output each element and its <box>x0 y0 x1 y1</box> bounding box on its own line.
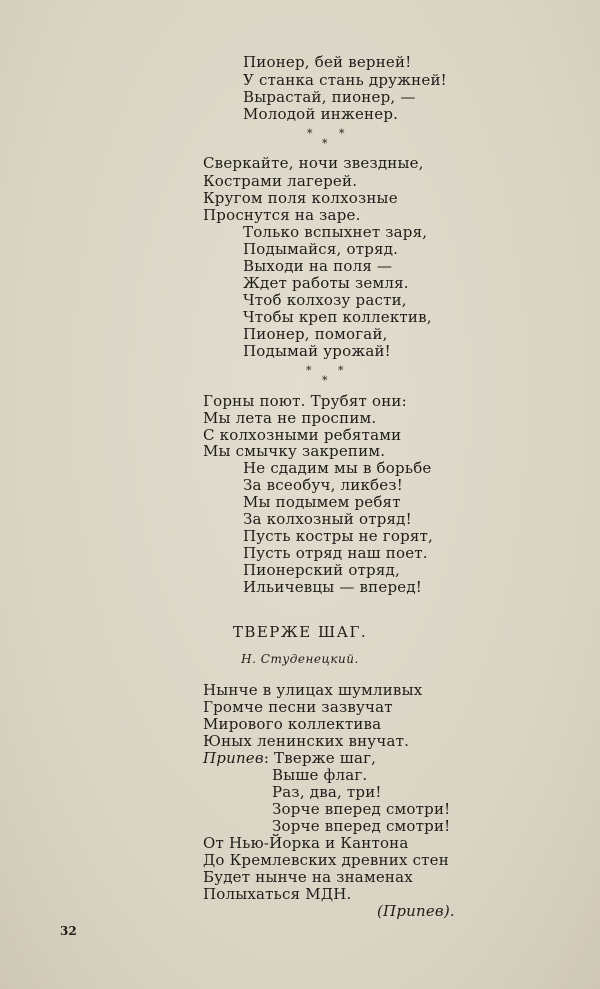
verse-line: Молодой инженер. <box>243 105 399 123</box>
refrain-line: Зорче вперед смотри! <box>272 817 451 835</box>
verse-line: Чтобы креп коллектив, <box>243 308 432 326</box>
verse-line: Только вспыхнет заря, <box>243 223 428 241</box>
verse-line: Пионерский отряд, <box>243 561 400 579</box>
verse-line: Пионер, бей верней! <box>243 53 412 71</box>
verse-line: Подымайся, отряд. <box>243 240 399 258</box>
verse-line: Мы смычку закрепим. <box>203 442 386 460</box>
verse-line: От Нью-Йорка и Кантона <box>203 834 409 852</box>
verse-line: Юных ленинских внучат. <box>203 732 410 750</box>
verse-line: Будет нынче на знаменах <box>203 868 413 886</box>
verse-line: У станка стань дружней! <box>243 71 447 89</box>
verse-line: Сверкайте, ночи звездные, <box>203 154 424 172</box>
verse-line: Проснутся на заре. <box>203 206 361 224</box>
verse-line: Ждет работы земля. <box>243 274 409 292</box>
poem-title: ТВЕРЖЕ ШАГ. <box>232 623 368 641</box>
refrain-line: Раз, два, три! <box>272 783 382 801</box>
verse-line: С колхозными ребятами <box>203 426 402 444</box>
verse-line: Горны поют. Трубят они: <box>203 392 407 410</box>
verse-line: Выходи на поля — <box>243 257 393 275</box>
verse-line: Пусть отряд наш поет. <box>243 544 428 562</box>
verse-line: Не сдадим мы в борьбе <box>243 459 432 477</box>
poem-author: Н. Студенецкий. <box>241 652 359 666</box>
verse-line: Громче песни зазвучат <box>203 698 393 716</box>
refrain-label: Припев <box>203 749 264 767</box>
refrain-first-line <box>203 750 376 767</box>
verse-line: Кострами лагерей. <box>203 172 358 190</box>
refrain-reference: (Припев). <box>377 902 455 920</box>
verse-line: Нынче в улицах шумливых <box>203 681 423 699</box>
book-page: Пионер, бей верней! У станка стань дружней! Вырастай, пионер, — Молодой инженер. * * * Сверкайте, ночи звездные, Кострами лагерей. Кругом поля колхозные Проснутся на заре. Только вспыхнет заря, Подымайся, отряд. Выходи на поля — Ждет работы земля. Чтоб колхозу расти, Чтобы креп коллектив, Пионер, помогай, Подымай урожай! * * * Горны поют. Трубят они: Мы лета не проспим. С колхозными ребятами Мы смычку закрепим. Не сдадим мы в борьбе За всеобуч, ликбез! Мы подымем ребят За колхозный отряд! Пусть костры не горят, Пусть отряд наш поет. Пионерский отряд, Ильичевцы — вперед! ТВЕРЖЕ ШАГ. Н. Студенецкий. Нынче в улицах шумливых Громче песни зазвучат Мирового коллектива Юных ленинских внучат. Припев: Тверже шаг, Выше флаг. Раз, два, три! Зорче вперед смотри! Зорче вперед смотри! От Нью-Йорка и Кантона До Кремлевских древних стен Будет нынче на знаменах Полыхаться МДН. (Припев). 32 <box>0 0 600 989</box>
verse-line: Пионер, помогай, <box>243 325 388 343</box>
verse-line: Ильичевцы — вперед! <box>243 578 422 596</box>
verse-line: Подымай урожай! <box>243 342 391 360</box>
verse-line: Кругом поля колхозные <box>203 189 398 207</box>
verse-line: Полыхаться МДН. <box>203 885 352 903</box>
verse-line: Пусть костры не горят, <box>243 527 434 545</box>
verse-line: Мы подымем ребят <box>243 493 401 511</box>
refrain-text: : Тверже шаг, <box>263 749 377 767</box>
page-number: 32 <box>60 924 77 938</box>
verse-line: До Кремлевских древних стен <box>203 851 449 869</box>
verse-line: Вырастай, пионер, — <box>243 88 416 106</box>
verse-line: Мы лета не проспим. <box>203 409 377 427</box>
verse-line: За колхозный отряд! <box>243 510 412 528</box>
verse-line: За всеобуч, ликбез! <box>243 476 403 494</box>
refrain-line: Зорче вперед смотри! <box>272 800 451 818</box>
verse-line: Чтоб колхозу расти, <box>243 291 407 309</box>
refrain-line: Выше флаг. <box>272 766 368 784</box>
verse-line: Мирового коллектива <box>203 715 382 733</box>
